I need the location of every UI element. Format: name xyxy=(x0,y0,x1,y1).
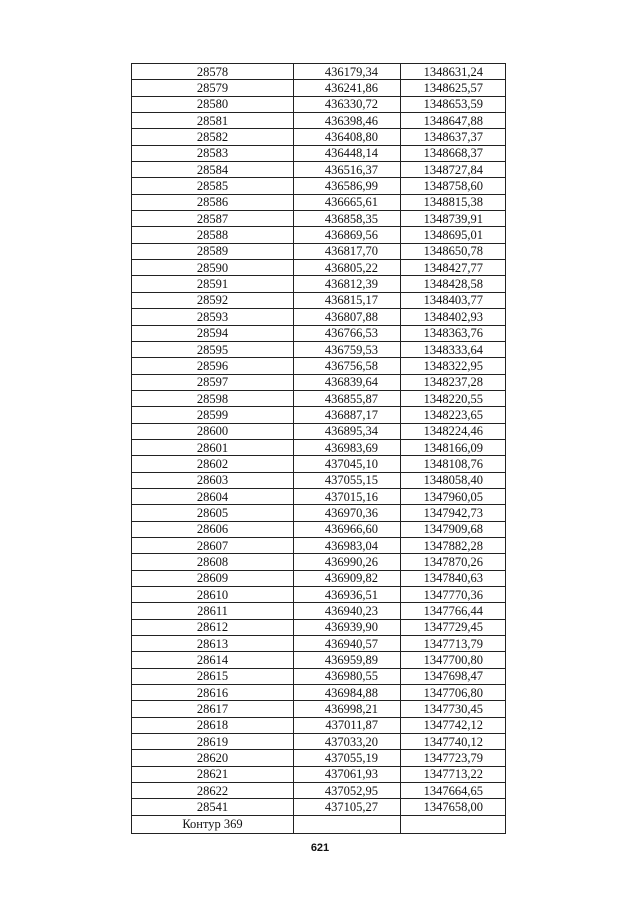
point-number-cell: 28614 xyxy=(132,652,294,668)
point-number-cell: 28618 xyxy=(132,717,294,733)
y-coordinate-cell: 1347658,00 xyxy=(401,799,506,815)
table-row xyxy=(132,603,506,619)
point-number-cell: 28582 xyxy=(132,129,294,145)
x-coordinate-cell: 437015,16 xyxy=(294,488,401,504)
x-coordinate-cell: 436586,99 xyxy=(294,178,401,194)
x-coordinate-cell: 436936,51 xyxy=(294,587,401,603)
x-coordinate-cell: 436983,69 xyxy=(294,439,401,455)
point-number-cell: 28622 xyxy=(132,783,294,799)
y-coordinate-cell: 1348815,38 xyxy=(401,194,506,210)
table-row xyxy=(132,292,506,308)
y-coordinate-cell: 1347706,80 xyxy=(401,685,506,701)
table-row xyxy=(132,325,506,341)
x-coordinate-cell: 436940,23 xyxy=(294,603,401,619)
x-coordinate-cell: 436990,26 xyxy=(294,554,401,570)
y-coordinate-cell: 1348220,55 xyxy=(401,390,506,406)
contour-label: Контур 369 xyxy=(132,815,294,833)
point-number-cell: 28581 xyxy=(132,113,294,129)
table-row xyxy=(132,96,506,112)
y-coordinate-cell: 1348166,09 xyxy=(401,439,506,455)
point-number-cell: 28606 xyxy=(132,521,294,537)
point-number-cell: 28578 xyxy=(132,64,294,80)
y-coordinate-cell: 1347766,44 xyxy=(401,603,506,619)
table-row xyxy=(132,554,506,570)
x-coordinate-cell: 436807,88 xyxy=(294,309,401,325)
y-coordinate-cell: 1347840,63 xyxy=(401,570,506,586)
table-row xyxy=(132,194,506,210)
point-number-cell: 28588 xyxy=(132,227,294,243)
x-coordinate-cell: 436855,87 xyxy=(294,390,401,406)
point-number-cell: 28591 xyxy=(132,276,294,292)
table-row xyxy=(132,390,506,406)
table-row xyxy=(132,162,506,178)
x-coordinate-cell: 437061,93 xyxy=(294,766,401,782)
table-row xyxy=(132,456,506,472)
x-coordinate-cell: 436179,34 xyxy=(294,64,401,80)
table-row xyxy=(132,439,506,455)
x-coordinate-cell: 436759,53 xyxy=(294,341,401,357)
table-row xyxy=(132,80,506,96)
x-coordinate-cell: 436766,53 xyxy=(294,325,401,341)
table-row xyxy=(132,423,506,439)
y-coordinate-cell: 1347882,28 xyxy=(401,537,506,553)
y-coordinate-cell: 1348695,01 xyxy=(401,227,506,243)
coordinates-table-body xyxy=(132,64,506,816)
table-row xyxy=(132,537,506,553)
table-row xyxy=(132,243,506,259)
x-coordinate-cell: 436984,88 xyxy=(294,685,401,701)
y-coordinate-cell: 1348647,88 xyxy=(401,113,506,129)
point-number-cell: 28597 xyxy=(132,374,294,390)
point-number-cell: 28610 xyxy=(132,587,294,603)
table-row xyxy=(132,358,506,374)
y-coordinate-cell: 1347870,26 xyxy=(401,554,506,570)
table-row xyxy=(132,488,506,504)
y-coordinate-cell: 1347942,73 xyxy=(401,505,506,521)
table-row xyxy=(132,374,506,390)
y-coordinate-cell: 1348668,37 xyxy=(401,145,506,161)
table-row xyxy=(132,407,506,423)
table-row xyxy=(132,636,506,652)
x-coordinate-cell: 436817,70 xyxy=(294,243,401,259)
y-coordinate-cell: 1347729,45 xyxy=(401,619,506,635)
x-coordinate-cell: 436805,22 xyxy=(294,260,401,276)
x-coordinate-cell: 436909,82 xyxy=(294,570,401,586)
contour-x-cell xyxy=(294,815,401,833)
y-coordinate-cell: 1348402,93 xyxy=(401,309,506,325)
x-coordinate-cell: 437055,15 xyxy=(294,472,401,488)
point-number-cell: 28612 xyxy=(132,619,294,635)
point-number-cell: 28596 xyxy=(132,358,294,374)
x-coordinate-cell: 437011,87 xyxy=(294,717,401,733)
x-coordinate-cell: 436839,64 xyxy=(294,374,401,390)
table-row xyxy=(132,766,506,782)
table-row xyxy=(132,113,506,129)
table-row xyxy=(132,64,506,80)
point-number-cell: 28613 xyxy=(132,636,294,652)
y-coordinate-cell: 1347909,68 xyxy=(401,521,506,537)
table-row xyxy=(132,652,506,668)
table-row xyxy=(132,668,506,684)
table-row xyxy=(132,505,506,521)
point-number-cell: 28585 xyxy=(132,178,294,194)
point-number-cell: 28587 xyxy=(132,211,294,227)
table-row xyxy=(132,783,506,799)
x-coordinate-cell: 436330,72 xyxy=(294,96,401,112)
point-number-cell: 28586 xyxy=(132,194,294,210)
y-coordinate-cell: 1347698,47 xyxy=(401,668,506,684)
table-row xyxy=(132,276,506,292)
point-number-cell: 28615 xyxy=(132,668,294,684)
x-coordinate-cell: 436665,61 xyxy=(294,194,401,210)
y-coordinate-cell: 1348625,57 xyxy=(401,80,506,96)
table-row xyxy=(132,145,506,161)
coordinates-table xyxy=(131,63,506,834)
y-coordinate-cell: 1347730,45 xyxy=(401,701,506,717)
point-number-cell: 28617 xyxy=(132,701,294,717)
y-coordinate-cell: 1347713,22 xyxy=(401,766,506,782)
point-number-cell: 28605 xyxy=(132,505,294,521)
y-coordinate-cell: 1348631,24 xyxy=(401,64,506,80)
point-number-cell: 28611 xyxy=(132,603,294,619)
table-row xyxy=(132,227,506,243)
point-number-cell: 28602 xyxy=(132,456,294,472)
y-coordinate-cell: 1347713,79 xyxy=(401,636,506,652)
y-coordinate-cell: 1348058,40 xyxy=(401,472,506,488)
x-coordinate-cell: 436815,17 xyxy=(294,292,401,308)
point-number-cell: 28584 xyxy=(132,162,294,178)
y-coordinate-cell: 1348224,46 xyxy=(401,423,506,439)
x-coordinate-cell: 436408,80 xyxy=(294,129,401,145)
x-coordinate-cell: 437055,19 xyxy=(294,750,401,766)
y-coordinate-cell: 1348403,77 xyxy=(401,292,506,308)
table-row xyxy=(132,341,506,357)
x-coordinate-cell: 436869,56 xyxy=(294,227,401,243)
y-coordinate-cell: 1347742,12 xyxy=(401,717,506,733)
point-number-cell: 28590 xyxy=(132,260,294,276)
point-number-cell: 28604 xyxy=(132,488,294,504)
y-coordinate-cell: 1348237,28 xyxy=(401,374,506,390)
y-coordinate-cell: 1347770,36 xyxy=(401,587,506,603)
point-number-cell: 28620 xyxy=(132,750,294,766)
page-number: 621 xyxy=(310,842,330,854)
point-number-cell: 28608 xyxy=(132,554,294,570)
table-row xyxy=(132,750,506,766)
point-number-cell: 28609 xyxy=(132,570,294,586)
table-row xyxy=(132,717,506,733)
table-row xyxy=(132,472,506,488)
point-number-cell: 28589 xyxy=(132,243,294,259)
point-number-cell: 28541 xyxy=(132,799,294,815)
contour-row xyxy=(132,815,506,833)
table-row xyxy=(132,178,506,194)
x-coordinate-cell: 436959,89 xyxy=(294,652,401,668)
x-coordinate-cell: 436998,21 xyxy=(294,701,401,717)
table-row xyxy=(132,521,506,537)
table-row xyxy=(132,309,506,325)
y-coordinate-cell: 1348637,37 xyxy=(401,129,506,145)
point-number-cell: 28595 xyxy=(132,341,294,357)
y-coordinate-cell: 1347740,12 xyxy=(401,734,506,750)
table-row xyxy=(132,701,506,717)
point-number-cell: 28592 xyxy=(132,292,294,308)
point-number-cell: 28579 xyxy=(132,80,294,96)
x-coordinate-cell: 436887,17 xyxy=(294,407,401,423)
x-coordinate-cell: 436516,37 xyxy=(294,162,401,178)
x-coordinate-cell: 436448,14 xyxy=(294,145,401,161)
y-coordinate-cell: 1347700,80 xyxy=(401,652,506,668)
point-number-cell: 28603 xyxy=(132,472,294,488)
table-row xyxy=(132,211,506,227)
y-coordinate-cell: 1347664,65 xyxy=(401,783,506,799)
table-row xyxy=(132,129,506,145)
x-coordinate-cell: 436398,46 xyxy=(294,113,401,129)
point-number-cell: 28598 xyxy=(132,390,294,406)
y-coordinate-cell: 1348108,76 xyxy=(401,456,506,472)
y-coordinate-cell: 1348650,78 xyxy=(401,243,506,259)
x-coordinate-cell: 436939,90 xyxy=(294,619,401,635)
x-coordinate-cell: 436980,55 xyxy=(294,668,401,684)
contour-y-cell xyxy=(401,815,506,833)
table-row xyxy=(132,570,506,586)
point-number-cell: 28607 xyxy=(132,537,294,553)
x-coordinate-cell: 436241,86 xyxy=(294,80,401,96)
point-number-cell: 28619 xyxy=(132,734,294,750)
point-number-cell: 28601 xyxy=(132,439,294,455)
table-row xyxy=(132,619,506,635)
y-coordinate-cell: 1348223,65 xyxy=(401,407,506,423)
x-coordinate-cell: 436983,04 xyxy=(294,537,401,553)
x-coordinate-cell: 436812,39 xyxy=(294,276,401,292)
x-coordinate-cell: 436756,58 xyxy=(294,358,401,374)
x-coordinate-cell: 437033,20 xyxy=(294,734,401,750)
x-coordinate-cell: 436858,35 xyxy=(294,211,401,227)
x-coordinate-cell: 436966,60 xyxy=(294,521,401,537)
x-coordinate-cell: 437052,95 xyxy=(294,783,401,799)
y-coordinate-cell: 1348739,91 xyxy=(401,211,506,227)
point-number-cell: 28580 xyxy=(132,96,294,112)
y-coordinate-cell: 1348363,76 xyxy=(401,325,506,341)
y-coordinate-cell: 1348758,60 xyxy=(401,178,506,194)
y-coordinate-cell: 1347723,79 xyxy=(401,750,506,766)
table-row xyxy=(132,685,506,701)
y-coordinate-cell: 1348427,77 xyxy=(401,260,506,276)
point-number-cell: 28600 xyxy=(132,423,294,439)
y-coordinate-cell: 1348322,95 xyxy=(401,358,506,374)
x-coordinate-cell: 436970,36 xyxy=(294,505,401,521)
y-coordinate-cell: 1348727,84 xyxy=(401,162,506,178)
table-row xyxy=(132,734,506,750)
y-coordinate-cell: 1348333,64 xyxy=(401,341,506,357)
table-row xyxy=(132,799,506,815)
table-row xyxy=(132,260,506,276)
y-coordinate-cell: 1348428,58 xyxy=(401,276,506,292)
y-coordinate-cell: 1347960,05 xyxy=(401,488,506,504)
point-number-cell: 28593 xyxy=(132,309,294,325)
x-coordinate-cell: 436940,57 xyxy=(294,636,401,652)
point-number-cell: 28621 xyxy=(132,766,294,782)
x-coordinate-cell: 437105,27 xyxy=(294,799,401,815)
x-coordinate-cell: 437045,10 xyxy=(294,456,401,472)
point-number-cell: 28616 xyxy=(132,685,294,701)
x-coordinate-cell: 436895,34 xyxy=(294,423,401,439)
point-number-cell: 28583 xyxy=(132,145,294,161)
table-row xyxy=(132,587,506,603)
y-coordinate-cell: 1348653,59 xyxy=(401,96,506,112)
point-number-cell: 28599 xyxy=(132,407,294,423)
point-number-cell: 28594 xyxy=(132,325,294,341)
